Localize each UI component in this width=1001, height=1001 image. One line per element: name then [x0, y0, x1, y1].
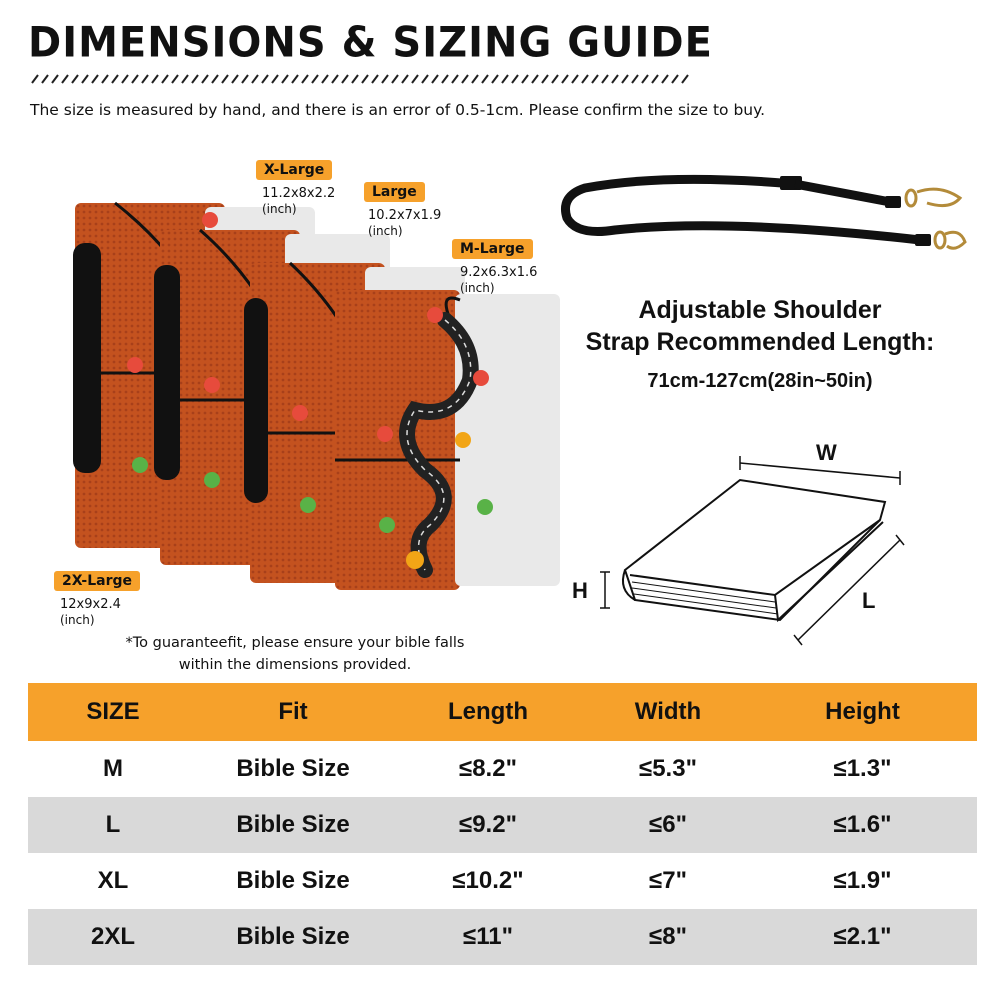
cell-fit: Bible Size — [236, 755, 350, 782]
cell-width: ≤5.3" — [639, 755, 697, 782]
table-header-row — [28, 683, 977, 741]
header-height: Height — [825, 698, 900, 725]
size-tag-m-large: M-Large — [452, 239, 533, 259]
cell-width: ≤6" — [649, 811, 687, 838]
cell-height: ≤1.6" — [833, 811, 892, 838]
measurement-disclaimer: The size is measured by hand, and there is an error of 0.5-1cm. Please confirm the size to buy. — [30, 101, 765, 119]
size-tag-2x-large: 2X-Large — [54, 571, 140, 591]
cell-length: ≤9.2" — [459, 811, 517, 838]
strap-title-line1: Adjustable Shoulder — [638, 296, 882, 324]
width-label: W — [816, 440, 837, 465]
cell-length: ≤10.2" — [452, 867, 524, 894]
header-fit: Fit — [278, 698, 308, 725]
fit-note: *To guaranteefit, please ensure your bible falls within the dimensions provided. — [125, 635, 465, 673]
strap-title — [560, 294, 960, 358]
size-dims-large: 10.2x7x1.9 — [368, 208, 442, 223]
cell-length: ≤11" — [463, 923, 513, 950]
size-unit-large: (inch) — [368, 224, 403, 238]
book-dimension-diagram — [580, 440, 920, 650]
size-dims-m-large: 9.2x6.3x1.6 — [460, 265, 538, 280]
size-tag-x-large: X-Large — [256, 160, 332, 180]
size-dims-x-large: 11.2x8x2.2 — [262, 186, 336, 201]
cell-height: ≤2.1" — [833, 923, 892, 950]
table-row — [28, 741, 977, 797]
strap-title-line2: Strap Recommended Length: — [585, 328, 935, 356]
size-unit-m-large: (inch) — [460, 281, 495, 295]
cell-height: ≤1.3" — [833, 755, 892, 782]
header-length: Length — [448, 698, 528, 725]
shoulder-strap-image — [555, 168, 975, 258]
header-size: SIZE — [86, 698, 140, 725]
cell-size: XL — [97, 867, 129, 894]
cell-fit: Bible Size — [236, 811, 350, 838]
size-table — [28, 683, 977, 965]
size-unit-x-large: (inch) — [262, 202, 297, 216]
cell-fit: Bible Size — [236, 923, 350, 950]
strap-length: 71cm-127cm(28in~50in) — [647, 370, 873, 392]
cell-length: ≤8.2" — [459, 755, 517, 782]
cell-fit: Bible Size — [236, 867, 350, 894]
cell-width: ≤8" — [649, 923, 687, 950]
cover-m-large — [335, 290, 560, 590]
cell-width: ≤7" — [649, 867, 687, 894]
dashed-divider — [30, 74, 690, 84]
cell-size: M — [103, 755, 123, 782]
cell-size: L — [105, 811, 121, 838]
header-width: Width — [634, 698, 702, 725]
table-row — [28, 853, 977, 909]
size-unit-2x-large: (inch) — [60, 613, 95, 627]
table-row — [28, 909, 977, 965]
page-title: DIMENSIONS & SIZING GUIDE — [28, 18, 713, 68]
cell-height: ≤1.9" — [833, 867, 892, 894]
table-row — [28, 797, 977, 853]
size-dims-2x-large: 12x9x2.4 — [60, 597, 121, 612]
size-tag-large: Large — [364, 182, 425, 202]
cell-size: 2XL — [90, 923, 135, 950]
height-label: H — [572, 578, 588, 603]
length-label: L — [862, 588, 876, 613]
